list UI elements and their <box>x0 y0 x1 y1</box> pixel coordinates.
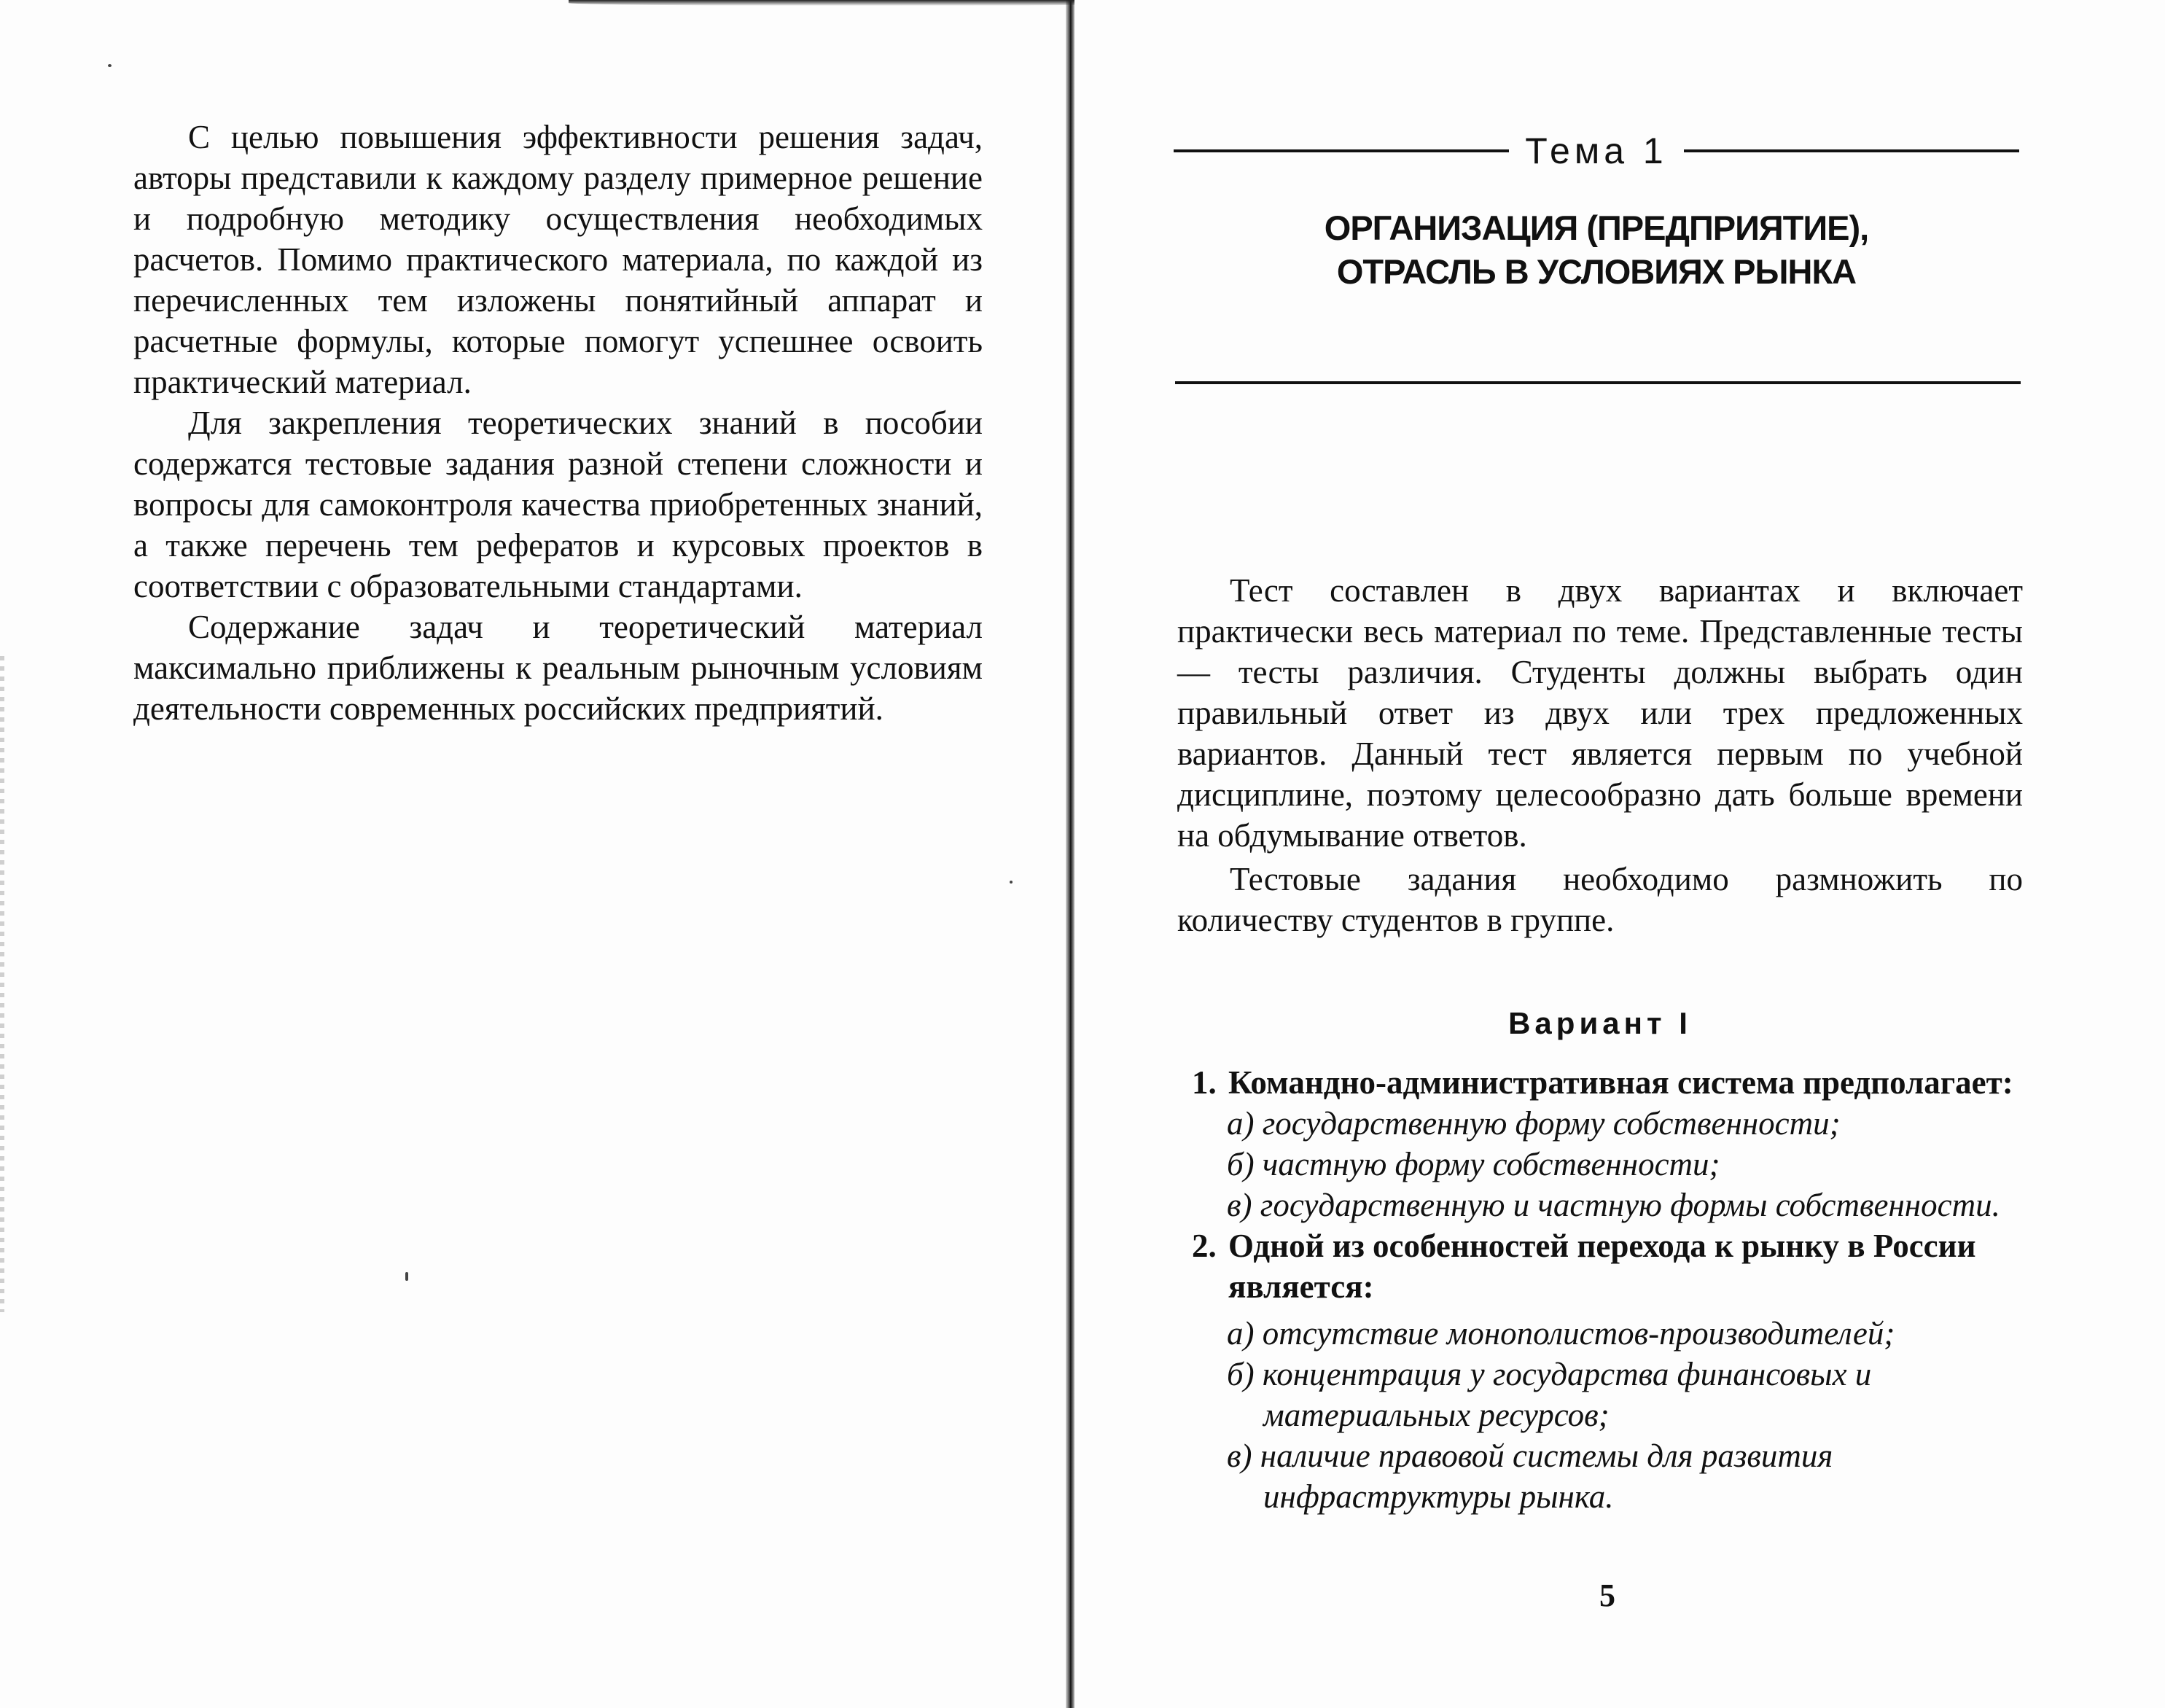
paragraph: Содержание задач и теоретический материал максимально приближены к реальным рыночным условиям деятельности современных российских предприятий. <box>133 609 983 727</box>
header-rule-left <box>1174 149 1509 152</box>
scan-edge-noise <box>0 656 4 1312</box>
paragraph: Тест составлен в двух вариантах и включает практически весь материал по теме. Представленные тесты — тесты различия. Студенты должны выбрать один правильный ответ из двух или трех предложенных вариантов. Данный тест является первым по учебной дисциплине, поэтому целесообразно дать больше времени на обдумывание ответов. <box>1177 572 2023 854</box>
topic-title-line: ОТРАСЛЬ В УСЛОВИЯХ РЫНКА <box>1336 252 1857 291</box>
answer-letter: а) <box>1227 1105 1255 1142</box>
left-page-text <box>133 117 983 729</box>
variant-heading: Вариант I <box>1508 1006 1692 1040</box>
answer-option <box>1192 1144 2023 1185</box>
question <box>1192 1062 2023 1103</box>
answer-letter: б) <box>1227 1356 1255 1392</box>
topic-title <box>1181 206 2012 294</box>
answer-text: государственную и частную формы собственности. <box>1260 1187 2000 1223</box>
scan-speck <box>1010 881 1013 884</box>
paragraph: Тестовые задания необходимо размножить по количеству студентов в группе. <box>1177 861 2023 938</box>
topic-label: Тема 1 <box>1525 130 1668 171</box>
answer-option <box>1192 1103 2023 1144</box>
answer-letter: б) <box>1227 1146 1255 1182</box>
paragraph: С целью повышения эффективности решения задач, авторы представили к каждому разделу примерное решение и подробную методику осуществления необходимых расчетов. Помимо практического материала, по каждой из перечисленных тем изложены понятийный аппарат и расчетные формулы, которые помогут успешнее освоить практический материал. <box>133 119 983 400</box>
answer-text: наличие правовой системы для развития инфраструктуры рынка. <box>1260 1438 1833 1515</box>
answer-text: государственную форму собственности; <box>1262 1105 1841 1142</box>
scan-speck <box>108 64 112 67</box>
title-underline-rule <box>1175 381 2021 384</box>
answer-text: отсутствие монополистов-производителей; <box>1262 1315 1895 1352</box>
question-text: Командно-административная система предполагает: <box>1228 1064 2013 1101</box>
paragraph: Для закрепления теоретических знаний в пособии содержатся тестовые задания разной степени сложности и вопросы для самоконтроля качества приобретенных знаний, а также перечень тем рефератов и курсовых проектов в соответствии с образовательными стандартами. <box>133 405 983 604</box>
topic-title-line: ОРГАНИЗАЦИЯ (ПРЕДПРИЯТИЕ), <box>1324 208 1869 247</box>
answer-text: частную форму собственности; <box>1262 1146 1720 1182</box>
question-list <box>1192 1062 2023 1517</box>
question-number: 2. <box>1192 1228 1217 1264</box>
question-text: Одной из особенностей перехода к рынку в России является: <box>1228 1228 1976 1305</box>
answer-letter: в) <box>1227 1187 1252 1223</box>
question <box>1192 1225 2023 1307</box>
book-spine <box>1066 0 1074 1708</box>
answer-letter: в) <box>1227 1438 1252 1474</box>
answer-letter: а) <box>1227 1315 1255 1352</box>
answer-option <box>1192 1435 2023 1517</box>
answer-option <box>1192 1313 2023 1354</box>
topic-header <box>1174 125 2019 176</box>
page-number: 5 <box>1599 1578 1615 1613</box>
intro-text <box>1177 570 2023 940</box>
left-page <box>0 0 1070 1708</box>
question-number: 1. <box>1192 1064 1217 1101</box>
header-rule-right <box>1684 149 2019 152</box>
answer-text: концентрация у государства финансовых и материальных ресурсов; <box>1262 1356 1872 1433</box>
answer-option <box>1192 1354 2023 1435</box>
answer-option <box>1192 1185 2023 1225</box>
answer-list <box>1192 1103 2023 1225</box>
scan-speck <box>405 1272 408 1281</box>
answer-list <box>1192 1313 2023 1517</box>
